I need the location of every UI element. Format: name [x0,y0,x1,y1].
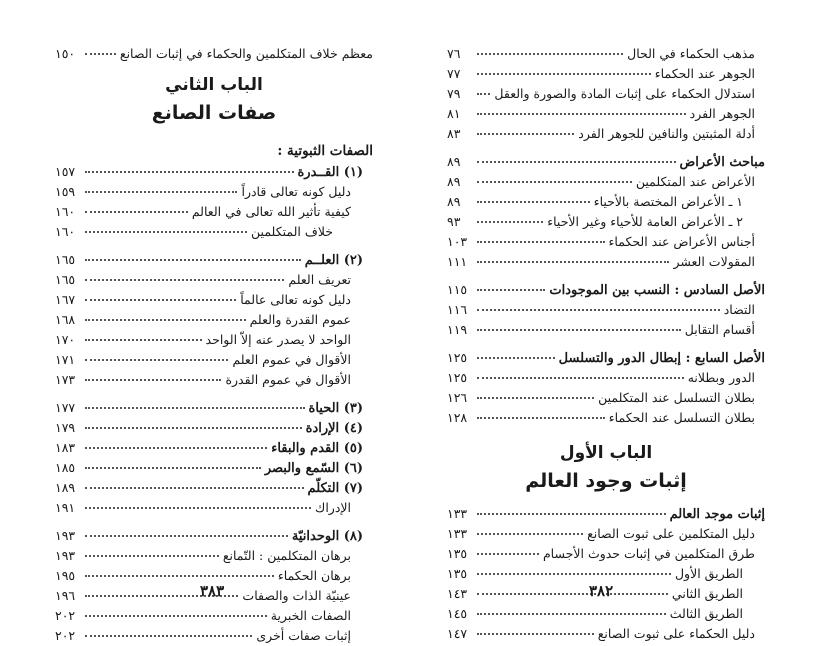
toc-entry [447,84,765,104]
toc-entry-title: الطريق الثاني [671,586,743,601]
toc-entry-title: الطريق الثالث [669,606,743,621]
dot-leader [477,357,555,359]
chapter-title: إثبات وجود العالم [525,470,687,492]
toc-entry-page: ٨٣ [447,126,461,141]
toc-entry-title: الأقوال في عموم القدرة [225,372,351,387]
toc-entry-page: ١٢٥ [447,370,468,385]
toc-entry-title: برهان الحكماء [277,568,351,583]
dot-leader [85,447,267,449]
toc-entry [447,348,765,368]
page-number: ٣٨٣ [200,582,225,600]
dot-leader [85,407,305,409]
toc-entry [447,388,765,408]
toc-entry [447,232,765,252]
toc-entry-title: دليل كونه تعالى عالماً [240,292,351,307]
toc-entry-title: دليل كونه تعالى قادراً [241,184,351,199]
dot-leader [477,397,594,399]
toc-entry [55,546,373,566]
toc-entry-page: ١٨٥ [55,460,76,475]
right-toc [447,44,765,644]
toc-entry [55,202,373,222]
toc-entry [447,524,765,544]
toc-entry [447,104,765,124]
toc-entry-page: ١٤٣ [447,586,468,601]
toc-entry-page: ١٥٩ [55,184,76,199]
dot-leader [477,113,686,115]
toc-entry [55,498,373,518]
toc-entry [55,370,373,390]
toc-entry [55,458,373,478]
dot-leader [85,319,246,321]
dot-leader [477,241,605,243]
dot-leader [85,507,311,509]
toc-entry [55,182,373,202]
toc-entry-title: الأعراض عند المتكلمين [635,174,755,189]
toc-entry-title: مباحث الأعراض [679,155,765,170]
toc-entry [447,212,765,232]
toc-entry-page: ١٨٩ [55,480,76,495]
toc-entry-title: (٦) السّمع والبصر [264,461,363,476]
dot-leader [85,467,261,469]
toc-entry-title: برهان المتكلمين : التّمانع [222,548,351,563]
toc-entry [447,152,765,172]
toc-entry-title: الأصل السابع : إبطال الدور والتسلسل [558,351,765,366]
dot-leader [477,181,632,183]
dot-leader [477,633,594,635]
toc-entry [55,270,373,290]
toc-entry-title: الأصل السادس : النسب بين الموجودات [549,283,765,298]
toc-entry-page: ٢٠٢ [55,628,76,643]
toc-entry [447,624,765,644]
left-page [0,0,409,643]
dot-leader [85,535,288,537]
toc-entry-page: ١٦٠ [55,224,76,239]
dot-leader [85,299,236,301]
dot-leader [477,513,666,515]
dot-leader [85,615,267,617]
toc-entry-page: ١٦٠ [55,204,76,219]
toc-entry-page: ٧٩ [447,86,461,101]
toc-entry [447,252,765,272]
toc-entry [447,300,765,320]
toc-entry [447,604,765,624]
toc-entry [55,526,373,546]
dot-leader [477,417,605,419]
toc-entry-title: المقولات العشر [673,254,755,269]
toc-entry [55,438,373,458]
toc-entry-title: (٨) الوحدانيّة [291,529,363,544]
dot-leader [85,279,284,281]
toc-entry-title: تعريف العلم [288,272,351,287]
chapter-label: الباب الثاني [165,75,263,95]
dot-leader [85,259,301,261]
toc-entry-title: ٢ ـ الأعراض العامة للأحياء وغير الأحياء [547,214,743,229]
toc-entry-page: ٨١ [447,106,461,121]
toc-entry-title: الدور وبطلانه [687,370,755,385]
toc-entry-title: خلاف المتكلمين [251,224,333,239]
dot-leader [477,161,676,163]
toc-entry-page: ٩٣ [447,214,461,229]
toc-entry [447,504,765,524]
toc-entry-title: أدلة المثبتين والنافين للجوهر الفرد [578,126,755,141]
toc-entry-page: ٨٩ [447,194,461,209]
dot-leader [85,191,237,193]
toc-entry-title: (٣) الحياة [308,401,363,416]
dot-leader [85,575,274,577]
toc-entry-page: ١٦٥ [55,252,76,267]
dot-leader [85,231,247,233]
toc-entry [55,310,373,330]
right-page [409,0,818,639]
toc-entry-title: الجوهر عند الحكماء [654,66,755,81]
toc-entry-title: دليل الحكماء على ثبوت الصانع [597,626,755,641]
toc-entry-page: ١٩١ [55,500,76,515]
toc-entry-title: إثبات صفات أخرى [256,628,351,643]
toc-entry [55,162,373,182]
toc-entry-page: ١١١ [447,254,468,269]
toc-entry [55,290,373,310]
dot-leader [477,201,590,203]
toc-entry-page: ١٢٨ [447,410,468,425]
dot-leader [477,53,623,55]
toc-entry-title: ١ ـ الأعراض المختصة بالأحياء [593,194,743,209]
toc-entry-page: ١٧٣ [55,372,76,387]
toc-entry-title: الصفات الخبرية [270,608,351,623]
dot-leader [85,379,221,381]
left-toc [55,44,373,646]
toc-entry-page: ١٣٥ [447,566,468,581]
toc-entry-title: بطلان التسلسل عند الحكماء [608,410,755,425]
dot-leader [85,359,228,361]
toc-entry-title: مذهب الحكماء في الحال [627,46,755,61]
dot-leader [477,261,669,263]
toc-entry-page: ١٣٥ [447,546,468,561]
toc-entry-page: ٢٠٢ [55,608,76,623]
toc-entry [447,192,765,212]
toc-entry-page: ١٨٣ [55,440,76,455]
toc-entry-page: ٨٩ [447,174,461,189]
toc-entry-title: طرق المتكلمين في إثبات حدوث الأجسام [542,546,755,561]
toc-entry [55,250,373,270]
toc-entry [447,544,765,564]
toc-entry-page: ١٢٦ [447,390,468,405]
toc-entry [447,64,765,84]
toc-entry-title: (٢) العلــم [304,253,363,268]
toc-entry [447,44,765,64]
toc-entry-page: ١١٩ [447,322,468,337]
toc-entry-title: عموم القدرة والعلم [249,312,351,327]
dot-leader [85,555,219,557]
toc-entry-page: ٧٧ [447,66,461,81]
toc-entry-title: الطريق الأول [674,566,743,581]
toc-entry-title: الواحد لا يصدر عنه إلاّ الواحد [205,332,351,347]
dot-leader [477,553,539,555]
toc-entry-page: ١٩٣ [55,548,76,563]
toc-entry [447,124,765,144]
toc-entry-title: (٤) الإرادة [305,421,363,436]
dot-leader [477,329,681,331]
toc-entry [447,368,765,388]
toc-entry-page: ١٢٥ [447,350,468,365]
toc-entry-title: (٧) التكلّم [307,481,363,496]
toc-entry-page: ١٣٣ [447,526,468,541]
toc-entry-page: ١٦٧ [55,292,76,307]
toc-entry-title: الأقوال في عموم العلم [232,352,351,367]
toc-entry [55,418,373,438]
dot-leader [85,211,188,213]
toc-entry-title: استدلال الحكماء على إثبات المادة والصورة والعقل [494,86,755,101]
dot-leader [85,53,116,55]
toc-entry-page: ١٣٣ [447,506,468,521]
toc-entry-page: ١٦٨ [55,312,76,327]
toc-entry [447,280,765,300]
toc-entry-page: ٨٩ [447,154,461,169]
toc-entry-page: ١٩٥ [55,568,76,583]
toc-entry-title: إثبات موجد العالم [669,507,765,522]
toc-entry [55,626,373,646]
dot-leader [477,593,668,595]
toc-entry [55,478,373,498]
dot-leader [85,487,304,489]
toc-entry [447,172,765,192]
dot-leader [477,133,574,135]
toc-entry [55,330,373,350]
toc-entry-title: (٥) القدم والبقاء [271,441,363,456]
toc-entry-page: ١٧١ [55,352,76,367]
dot-leader [477,377,684,379]
toc-entry [55,350,373,370]
toc-entry-page: ١٧٩ [55,420,76,435]
toc-entry-title: (١) القــدرة [297,165,363,180]
chapter-label: الباب الأول [559,443,653,463]
toc-entry-page: ١٤٧ [447,626,468,641]
toc-entry-title: الجوهر الفرد [689,106,755,121]
toc-entry-page: ١٩٦ [55,588,76,603]
dot-leader [477,533,583,535]
toc-entry [55,222,373,242]
dot-leader [477,221,543,223]
toc-entry [447,408,765,428]
toc-entry-page: ١٠٣ [447,234,468,249]
toc-entry-title: عينيّة الذات والصفات [242,588,351,603]
section-heading: الصفات الثبوتية : [277,143,373,159]
dot-leader [85,635,252,637]
chapter-title: صفات الصانع [151,102,277,124]
toc-entry-page: ١١٥ [447,282,468,297]
toc-entry [447,564,765,584]
dot-leader [477,309,720,311]
toc-entry-title: بطلان التسلسل عند المتكلمين [598,390,755,405]
dot-leader [477,289,545,291]
toc-entry-page: ١٤٥ [447,606,468,621]
toc-entry [55,44,373,64]
toc-entry-page: ١٧٧ [55,400,76,415]
toc-entry-page: ١٥٧ [55,164,76,179]
dot-leader [477,73,651,75]
toc-entry-title: دليل المتكلمين على ثبوت الصانع [587,526,755,541]
page-number: ٣٨٢ [589,582,614,600]
toc-entry-title: كيفية تأثير الله تعالى في العالم [191,204,351,219]
toc-entry-title: أجناس الأعراض عند الحكماء [608,234,755,249]
toc-entry-page: ١٧٠ [55,332,76,347]
toc-entry-page: ١٥٠ [55,46,76,61]
dot-leader [477,613,666,615]
dot-leader [477,93,490,95]
toc-entry-title: الإدراك [315,500,351,515]
dot-leader [477,573,671,575]
dot-leader [85,339,202,341]
toc-entry-title: معظم خلاف المتكلمين والحكماء في إثبات الصانع [119,46,373,61]
toc-entry-title: أقسام التقابل [684,322,755,337]
toc-entry [447,320,765,340]
dot-leader [85,171,294,173]
toc-entry-page: ١٦٥ [55,272,76,287]
toc-entry-page: ٧٦ [447,46,461,61]
toc-entry-title: التضاد [723,302,755,317]
toc-entry [55,606,373,626]
toc-entry-page: ١١٦ [447,302,468,317]
toc-entry [55,398,373,418]
toc-entry-page: ١٩٣ [55,528,76,543]
dot-leader [85,427,302,429]
